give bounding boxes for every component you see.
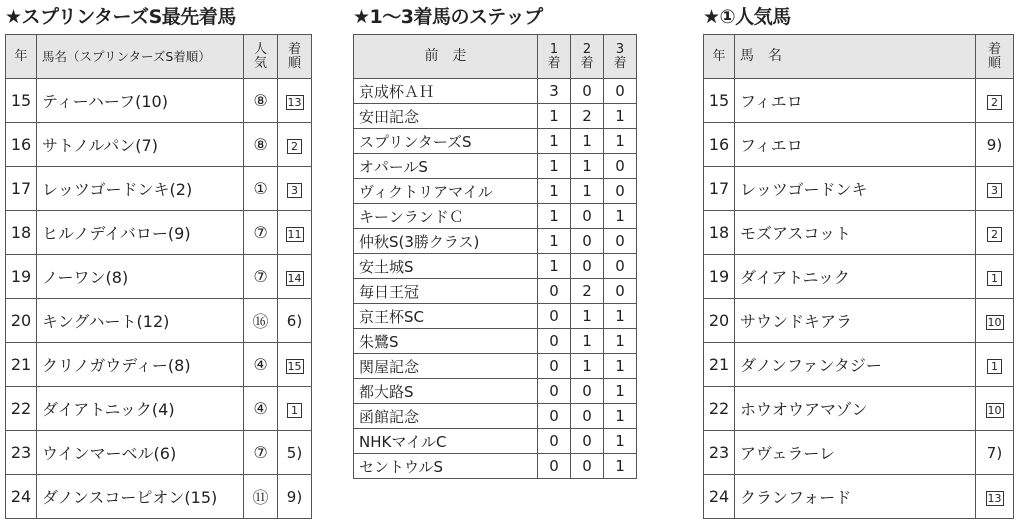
year-cell: 16 <box>704 123 735 167</box>
rank-value: 3 <box>987 183 1002 198</box>
race-name-cell: スプリンターズS <box>354 129 538 154</box>
horse-name-cell: フィエロ <box>735 79 976 123</box>
table-header-row <box>704 35 1014 79</box>
favorite-table <box>703 34 1014 519</box>
rank-value: 6) <box>286 312 303 330</box>
horse-name-cell: クリノガウディー(8) <box>37 343 244 387</box>
second-count-cell: 1 <box>571 129 604 154</box>
table-row <box>704 167 1014 211</box>
popularity-cell: ⑯ <box>244 299 278 343</box>
second-count-cell: 0 <box>571 79 604 104</box>
table-row <box>704 431 1014 475</box>
table-row <box>6 299 312 343</box>
rank-value: 13 <box>987 492 1002 505</box>
race-name-cell: 安田記念 <box>354 104 538 129</box>
third-count-cell: 0 <box>604 179 637 204</box>
year-cell: 17 <box>704 167 735 211</box>
horse-name-cell: フィエロ <box>735 123 976 167</box>
table-row <box>6 387 312 431</box>
rank-value: 10 <box>987 316 1002 329</box>
rank-cell <box>278 255 312 299</box>
year-cell: 24 <box>704 475 735 519</box>
popularity-cell: ⑧ <box>244 79 278 123</box>
rank-value: 1 <box>987 271 1002 286</box>
table-row <box>6 431 312 475</box>
table-row <box>704 343 1014 387</box>
table-row <box>704 79 1014 123</box>
rank-cell <box>976 167 1014 211</box>
year-cell: 20 <box>704 299 735 343</box>
popularity-cell: ⑦ <box>244 431 278 475</box>
race-name-cell: 仲秋S(3勝クラス) <box>354 229 538 254</box>
first-count-cell: 0 <box>538 279 571 304</box>
horse-name-cell: モズアスコット <box>735 211 976 255</box>
rank-cell <box>976 387 1014 431</box>
rank-value: 2 <box>987 95 1002 110</box>
horse-name-cell: アヴェラーレ <box>735 431 976 475</box>
race-name-cell: 京王杯SC <box>354 304 538 329</box>
horse-name-cell: ヒルノデイバロー(9) <box>37 211 244 255</box>
third-count-cell: 1 <box>604 454 637 479</box>
popularity-cell: ④ <box>244 343 278 387</box>
rank-value: 14 <box>287 272 302 285</box>
header-previous-race: 前 走 <box>354 35 538 79</box>
header-third: 3着 <box>604 35 637 79</box>
header-rank: 着順 <box>976 35 1014 79</box>
rank-cell <box>278 79 312 123</box>
race-name-cell: NHKマイルC <box>354 429 538 454</box>
table-row <box>6 167 312 211</box>
year-cell: 19 <box>704 255 735 299</box>
rank-cell <box>976 255 1014 299</box>
first-count-cell: 1 <box>538 229 571 254</box>
rank-value: 2 <box>987 227 1002 242</box>
rank-cell <box>976 431 1014 475</box>
table-row <box>6 255 312 299</box>
header-name: 馬名（スプリンターズS着順） <box>37 35 244 79</box>
year-cell: 23 <box>704 431 735 475</box>
first-count-cell: 1 <box>538 154 571 179</box>
first-count-cell: 0 <box>538 354 571 379</box>
table-row <box>354 329 637 354</box>
rank-value: 11 <box>287 228 302 241</box>
rank-cell <box>278 211 312 255</box>
third-count-cell: 0 <box>604 279 637 304</box>
rank-value: 7) <box>986 444 1003 462</box>
second-count-cell: 0 <box>571 404 604 429</box>
third-count-cell: 0 <box>604 79 637 104</box>
rank-cell <box>278 431 312 475</box>
table-row <box>354 204 637 229</box>
year-cell: 20 <box>6 299 37 343</box>
third-count-cell: 1 <box>604 404 637 429</box>
race-name-cell: 都大路S <box>354 379 538 404</box>
table-row <box>704 475 1014 519</box>
race-name-cell: 函館記念 <box>354 404 538 429</box>
race-name-cell: 安土城S <box>354 254 538 279</box>
race-name-cell: セントウルS <box>354 454 538 479</box>
second-count-cell: 1 <box>571 179 604 204</box>
table-row <box>704 123 1014 167</box>
third-count-cell: 1 <box>604 104 637 129</box>
table-row <box>6 79 312 123</box>
popularity-cell: ① <box>244 167 278 211</box>
popularity-cell: ⑪ <box>244 475 278 519</box>
header-rank: 着順 <box>278 35 312 79</box>
second-count-cell: 0 <box>571 429 604 454</box>
table-row <box>354 404 637 429</box>
rank-cell <box>976 343 1014 387</box>
rank-cell <box>976 79 1014 123</box>
horse-name-cell: ホウオウアマゾン <box>735 387 976 431</box>
table-row <box>704 387 1014 431</box>
year-cell: 22 <box>6 387 37 431</box>
rank-cell <box>278 475 312 519</box>
horse-name-cell: サトノルパン(7) <box>37 123 244 167</box>
header-first: 1着 <box>538 35 571 79</box>
rank-value: 15 <box>287 360 302 373</box>
third-count-cell: 1 <box>604 204 637 229</box>
horse-name-cell: ウインマーベル(6) <box>37 431 244 475</box>
horse-name-cell: レッツゴードンキ(2) <box>37 167 244 211</box>
horse-name-cell: ダノンファンタジー <box>735 343 976 387</box>
first-count-cell: 1 <box>538 179 571 204</box>
table-header-row <box>354 35 637 79</box>
step-race-title: ★1〜3着馬のステップ <box>353 6 543 28</box>
best-finisher-block <box>5 0 312 519</box>
horse-name-cell: ノーワン(8) <box>37 255 244 299</box>
header-year: 年 <box>704 35 735 79</box>
horse-name-cell: ダノンスコーピオン(15) <box>37 475 244 519</box>
year-cell: 16 <box>6 123 37 167</box>
year-cell: 18 <box>704 211 735 255</box>
table-row <box>354 154 637 179</box>
table-row <box>704 255 1014 299</box>
popularity-cell: ④ <box>244 387 278 431</box>
rank-cell <box>278 387 312 431</box>
best-finisher-table <box>5 34 312 519</box>
rank-value: 3 <box>287 183 302 198</box>
year-cell: 21 <box>704 343 735 387</box>
first-count-cell: 1 <box>538 254 571 279</box>
popularity-cell: ⑧ <box>244 123 278 167</box>
rank-value: 2 <box>287 139 302 154</box>
table-row <box>354 304 637 329</box>
table-row <box>6 211 312 255</box>
horse-name-cell: ティーハーフ(10) <box>37 79 244 123</box>
rank-value: 1 <box>987 359 1002 374</box>
first-count-cell: 0 <box>538 404 571 429</box>
header-year: 年 <box>6 35 37 79</box>
header-second: 2着 <box>571 35 604 79</box>
best-finisher-title: ★スプリンターズS最先着馬 <box>5 6 236 28</box>
rank-cell <box>976 475 1014 519</box>
race-name-cell: 京成杯ＡＨ <box>354 79 538 104</box>
third-count-cell: 0 <box>604 229 637 254</box>
third-count-cell: 0 <box>604 254 637 279</box>
year-cell: 22 <box>704 387 735 431</box>
table-row <box>354 354 637 379</box>
rank-cell <box>976 299 1014 343</box>
first-count-cell: 0 <box>538 304 571 329</box>
race-name-cell: 関屋記念 <box>354 354 538 379</box>
race-name-cell: 朱鷺S <box>354 329 538 354</box>
table-row <box>354 254 637 279</box>
race-name-cell: オパールS <box>354 154 538 179</box>
year-cell: 15 <box>704 79 735 123</box>
table-header-row <box>6 35 312 79</box>
second-count-cell: 1 <box>571 329 604 354</box>
table-row <box>704 299 1014 343</box>
table-row <box>354 129 637 154</box>
year-cell: 23 <box>6 431 37 475</box>
rank-value: 5) <box>286 444 303 462</box>
race-name-cell: ヴィクトリアマイル <box>354 179 538 204</box>
third-count-cell: 1 <box>604 354 637 379</box>
second-count-cell: 2 <box>571 279 604 304</box>
rank-cell <box>278 123 312 167</box>
header-name: 馬 名 <box>735 35 976 79</box>
third-count-cell: 1 <box>604 304 637 329</box>
rank-cell <box>976 123 1014 167</box>
rank-value: 9) <box>986 136 1003 154</box>
rank-value: 10 <box>987 404 1002 417</box>
first-count-cell: 1 <box>538 104 571 129</box>
first-count-cell: 0 <box>538 454 571 479</box>
third-count-cell: 0 <box>604 154 637 179</box>
third-count-cell: 1 <box>604 129 637 154</box>
table-row <box>354 454 637 479</box>
second-count-cell: 0 <box>571 454 604 479</box>
popularity-cell: ⑦ <box>244 211 278 255</box>
table-row <box>354 379 637 404</box>
first-count-cell: 0 <box>538 329 571 354</box>
rank-value: 1 <box>287 403 302 418</box>
table-row <box>6 475 312 519</box>
year-cell: 24 <box>6 475 37 519</box>
horse-name-cell: キングハート(12) <box>37 299 244 343</box>
horse-name-cell: レッツゴードンキ <box>735 167 976 211</box>
favorite-title: ★①人気馬 <box>703 6 791 28</box>
step-race-block <box>353 0 637 479</box>
rank-value: 13 <box>287 96 302 109</box>
race-name-cell: 毎日王冠 <box>354 279 538 304</box>
table-row <box>704 211 1014 255</box>
header-popularity: 人気 <box>244 35 278 79</box>
table-row <box>354 104 637 129</box>
rank-cell <box>278 343 312 387</box>
horse-name-cell: サウンドキアラ <box>735 299 976 343</box>
year-cell: 21 <box>6 343 37 387</box>
race-name-cell: キーンランドＣ <box>354 204 538 229</box>
second-count-cell: 1 <box>571 154 604 179</box>
popularity-cell: ⑦ <box>244 255 278 299</box>
rank-cell <box>278 167 312 211</box>
table-row <box>354 179 637 204</box>
first-count-cell: 0 <box>538 379 571 404</box>
second-count-cell: 1 <box>571 354 604 379</box>
table-row <box>354 279 637 304</box>
table-row <box>354 429 637 454</box>
year-cell: 15 <box>6 79 37 123</box>
horse-name-cell: クランフォード <box>735 475 976 519</box>
first-count-cell: 1 <box>538 129 571 154</box>
horse-name-cell: ダイアトニック <box>735 255 976 299</box>
first-count-cell: 0 <box>538 429 571 454</box>
table-row <box>6 343 312 387</box>
horse-name-cell: ダイアトニック(4) <box>37 387 244 431</box>
table-row <box>6 123 312 167</box>
second-count-cell: 2 <box>571 104 604 129</box>
third-count-cell: 1 <box>604 329 637 354</box>
second-count-cell: 0 <box>571 254 604 279</box>
favorite-block <box>703 0 1014 519</box>
year-cell: 19 <box>6 255 37 299</box>
year-cell: 17 <box>6 167 37 211</box>
second-count-cell: 0 <box>571 229 604 254</box>
second-count-cell: 1 <box>571 304 604 329</box>
third-count-cell: 1 <box>604 379 637 404</box>
second-count-cell: 0 <box>571 204 604 229</box>
third-count-cell: 1 <box>604 429 637 454</box>
first-count-cell: 1 <box>538 204 571 229</box>
second-count-cell: 0 <box>571 379 604 404</box>
rank-cell <box>976 211 1014 255</box>
rank-value: 9) <box>286 488 303 506</box>
first-count-cell: 3 <box>538 79 571 104</box>
year-cell: 18 <box>6 211 37 255</box>
table-row <box>354 79 637 104</box>
table-row <box>354 229 637 254</box>
rank-cell <box>278 299 312 343</box>
step-race-table <box>353 34 637 479</box>
